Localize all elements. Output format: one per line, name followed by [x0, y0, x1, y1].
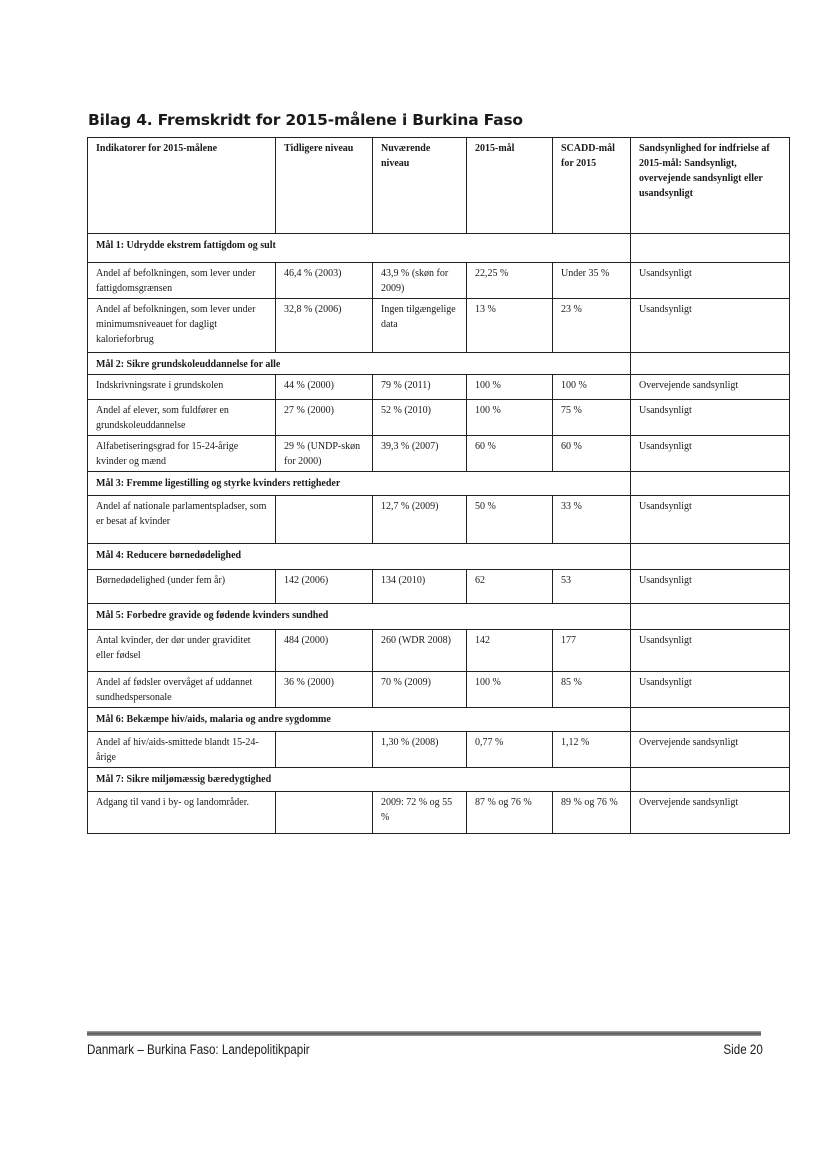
- header-likelihood: Sandsynlighed for indfrielse af 2015-mål: Sandsynligt, overvejende sandsynligt eller usandsynligt: [631, 138, 790, 234]
- current-level-cell: Ingen tilgængelige data: [373, 299, 467, 353]
- target-2015-cell: 100 %: [467, 672, 553, 708]
- scadd-target-cell: 23 %: [553, 299, 631, 353]
- current-level-cell: 1,30 % (2008): [373, 732, 467, 768]
- current-level-cell: 43,9 % (skøn for 2009): [373, 263, 467, 299]
- goal-label: Mål 1: Udrydde ekstrem fattigdom og sult: [88, 234, 631, 263]
- indicator-cell: Børnedødelighed (under fem år): [88, 570, 276, 604]
- target-2015-cell: 62: [467, 570, 553, 604]
- page-title: Bilag 4. Fremskridt for 2015-målene i Burkina Faso: [88, 111, 523, 129]
- table-row: [88, 630, 790, 672]
- likelihood-cell: Usandsynligt: [631, 672, 790, 708]
- previous-level-cell: [276, 732, 373, 768]
- target-2015-cell: 13 %: [467, 299, 553, 353]
- previous-level-cell: 29 % (UNDP-skøn for 2000): [276, 436, 373, 472]
- table-header-row: [88, 138, 790, 234]
- scadd-target-cell: 33 %: [553, 496, 631, 544]
- likelihood-cell: Usandsynligt: [631, 400, 790, 436]
- scadd-target-cell: 53: [553, 570, 631, 604]
- target-2015-cell: 22,25 %: [467, 263, 553, 299]
- goal-label: Mål 6: Bekæmpe hiv/aids, malaria og andre sygdomme: [88, 708, 631, 732]
- previous-level-cell: 142 (2006): [276, 570, 373, 604]
- current-level-cell: 2009: 72 % og 55 %: [373, 792, 467, 834]
- goal-empty-cell: [631, 472, 790, 496]
- goal-label: Mål 7: Sikre miljømæssig bæredygtighed: [88, 768, 631, 792]
- goal-header-row: [88, 708, 790, 732]
- goal-label: Mål 3: Fremme ligestilling og styrke kvinders rettigheder: [88, 472, 631, 496]
- likelihood-cell: Overvejende sandsynligt: [631, 792, 790, 834]
- table-row: [88, 496, 790, 544]
- goal-empty-cell: [631, 768, 790, 792]
- indicator-cell: Andel af nationale parlamentspladser, som er besat af kvinder: [88, 496, 276, 544]
- likelihood-cell: Overvejende sandsynligt: [631, 375, 790, 400]
- indicator-cell: Andel af hiv/aids-smittede blandt 15-24-årige: [88, 732, 276, 768]
- current-level-cell: 79 % (2011): [373, 375, 467, 400]
- table-row: [88, 672, 790, 708]
- previous-level-cell: [276, 496, 373, 544]
- scadd-target-cell: 85 %: [553, 672, 631, 708]
- previous-level-cell: 46,4 % (2003): [276, 263, 373, 299]
- goal-empty-cell: [631, 353, 790, 375]
- footer-document-title: Danmark – Burkina Faso: Landepolitikpapir: [87, 1042, 310, 1057]
- indicator-cell: Adgang til vand i by- og landområder.: [88, 792, 276, 834]
- goal-empty-cell: [631, 604, 790, 630]
- likelihood-cell: Usandsynligt: [631, 570, 790, 604]
- current-level-cell: 12,7 % (2009): [373, 496, 467, 544]
- likelihood-cell: Usandsynligt: [631, 496, 790, 544]
- table-row: [88, 792, 790, 834]
- goal-empty-cell: [631, 544, 790, 570]
- goal-empty-cell: [631, 234, 790, 263]
- likelihood-cell: Overvejende sandsynligt: [631, 732, 790, 768]
- target-2015-cell: 87 % og 76 %: [467, 792, 553, 834]
- scadd-target-cell: Under 35 %: [553, 263, 631, 299]
- goal-header-row: [88, 234, 790, 263]
- current-level-cell: 70 % (2009): [373, 672, 467, 708]
- current-level-cell: 134 (2010): [373, 570, 467, 604]
- goal-empty-cell: [631, 708, 790, 732]
- goal-label: Mål 4: Reducere børnedødelighed: [88, 544, 631, 570]
- current-level-cell: 39,3 % (2007): [373, 436, 467, 472]
- scadd-target-cell: 1,12 %: [553, 732, 631, 768]
- scadd-target-cell: 89 % og 76 %: [553, 792, 631, 834]
- table-row: [88, 375, 790, 400]
- table-row: [88, 263, 790, 299]
- indicator-cell: Andel af elever, som fuldfører en grundskoleuddannelse: [88, 400, 276, 436]
- header-previous-level: Tidligere niveau: [276, 138, 373, 234]
- goals-table: [87, 137, 790, 834]
- footer-divider: [87, 1031, 761, 1036]
- goal-label: Mål 2: Sikre grundskoleuddannelse for alle: [88, 353, 631, 375]
- goal-header-row: [88, 544, 790, 570]
- scadd-target-cell: 177: [553, 630, 631, 672]
- previous-level-cell: [276, 792, 373, 834]
- scadd-target-cell: 100 %: [553, 375, 631, 400]
- table-row: [88, 570, 790, 604]
- header-current-level: Nuværende niveau: [373, 138, 467, 234]
- indicator-cell: Indskrivningsrate i grundskolen: [88, 375, 276, 400]
- target-2015-cell: 100 %: [467, 375, 553, 400]
- scadd-target-cell: 60 %: [553, 436, 631, 472]
- previous-level-cell: 27 % (2000): [276, 400, 373, 436]
- goal-header-row: [88, 604, 790, 630]
- table-row: [88, 400, 790, 436]
- previous-level-cell: 32,8 % (2006): [276, 299, 373, 353]
- table-row: [88, 436, 790, 472]
- target-2015-cell: 50 %: [467, 496, 553, 544]
- indicator-cell: Alfabetiseringsgrad for 15-24-årige kvinder og mænd: [88, 436, 276, 472]
- target-2015-cell: 0,77 %: [467, 732, 553, 768]
- likelihood-cell: Usandsynligt: [631, 436, 790, 472]
- goal-label: Mål 5: Forbedre gravide og fødende kvinders sundhed: [88, 604, 631, 630]
- goal-header-row: [88, 768, 790, 792]
- current-level-cell: 52 % (2010): [373, 400, 467, 436]
- goal-header-row: [88, 353, 790, 375]
- target-2015-cell: 100 %: [467, 400, 553, 436]
- header-indicator: Indikatorer for 2015-målene: [88, 138, 276, 234]
- likelihood-cell: Usandsynligt: [631, 630, 790, 672]
- current-level-cell: 260 (WDR 2008): [373, 630, 467, 672]
- footer-page-number: Side 20: [723, 1042, 763, 1057]
- table-row: [88, 299, 790, 353]
- indicator-cell: Andel af befolkningen, som lever under fattigdomsgrænsen: [88, 263, 276, 299]
- previous-level-cell: 36 % (2000): [276, 672, 373, 708]
- target-2015-cell: 60 %: [467, 436, 553, 472]
- target-2015-cell: 142: [467, 630, 553, 672]
- previous-level-cell: 484 (2000): [276, 630, 373, 672]
- table-row: [88, 732, 790, 768]
- previous-level-cell: 44 % (2000): [276, 375, 373, 400]
- scadd-target-cell: 75 %: [553, 400, 631, 436]
- likelihood-cell: Usandsynligt: [631, 299, 790, 353]
- indicator-cell: Andel af befolkningen, som lever under minimumsniveauet for dagligt kalorieforbrug: [88, 299, 276, 353]
- header-2015-target: 2015-mål: [467, 138, 553, 234]
- indicator-cell: Andel af fødsler overvåget af uddannet sundhedspersonale: [88, 672, 276, 708]
- likelihood-cell: Usandsynligt: [631, 263, 790, 299]
- indicator-cell: Antal kvinder, der dør under graviditet eller fødsel: [88, 630, 276, 672]
- header-scadd-target: SCADD-mål for 2015: [553, 138, 631, 234]
- goal-header-row: [88, 472, 790, 496]
